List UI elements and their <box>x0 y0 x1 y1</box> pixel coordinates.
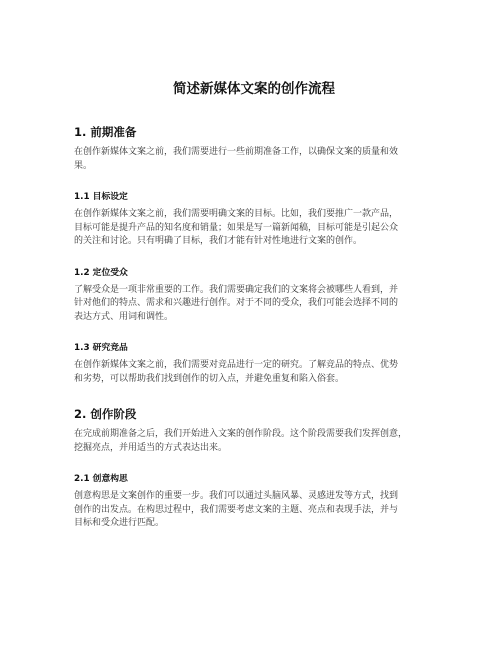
section-paragraph-1 <box>74 146 434 173</box>
section-paragraph-2-1 <box>74 490 434 531</box>
paragraph-line: 创意构思是文案创作的重要一步。我们可以通过头脑风暴、灵感迸发等方式，找到 <box>74 491 399 501</box>
document-title: 简述新媒体文案的创作流程 <box>173 81 335 97</box>
section-paragraph-1-2 <box>74 284 434 325</box>
paragraph-line: 目标和受众进行匹配。 <box>74 518 165 528</box>
section-heading-1-2: 1.2 定位受众 <box>74 267 128 278</box>
section-heading-2-1: 2.1 创意构思 <box>74 474 128 484</box>
paragraph-line: 目标可能是提升产品的知名度和销量；如果是写一篇新闻稿，目标可能是引起公众 <box>74 222 399 233</box>
paragraph-line: 针对他们的特点、需求和兴趣进行创作。对于不同的受众，我们可能会选择不同的 <box>74 298 399 308</box>
section-paragraph-1-1 <box>74 208 434 249</box>
section-paragraph-1-3 <box>74 359 434 386</box>
paragraph-line: 在创作新媒体文案之前，我们需要进行一些前期准备工作，以确保文案的质量和效 <box>74 147 399 157</box>
paragraph-line: 果。 <box>74 160 93 171</box>
paragraph-line: 表达方式、用词和调性。 <box>74 311 174 322</box>
section-paragraph-2 <box>74 428 434 455</box>
section-heading-1: 1. 前期准备 <box>74 125 137 139</box>
section-heading-1-3: 1.3 研究竞品 <box>74 343 128 353</box>
section-heading-2: 2. 创作阶段 <box>74 407 137 421</box>
section-heading-1-1: 1.1 目标设定 <box>74 192 128 202</box>
paragraph-line: 了解受众是一项非常重要的工作。我们需要确定我们的文案将会被哪些人看到，并 <box>74 284 399 295</box>
paragraph-line: 的关注和讨论。只有明确了目标，我们才能有针对性地进行文案的创作。 <box>74 236 363 246</box>
paragraph-line: 挖掘亮点，并用适当的方式表达出来。 <box>74 442 228 453</box>
paragraph-line: 在创作新媒体文案之前，我们需要对竞品进行一定的研究。了解竞品的特点、优势 <box>74 360 399 370</box>
paragraph-line: 创作的出发点。在构思过程中，我们需要考虑文案的主题、亮点和表现手法，并与 <box>74 504 399 515</box>
paragraph-line: 和劣势，可以帮助我们找到创作的切入点，并避免重复和陷入俗套。 <box>74 373 345 384</box>
paragraph-line: 在创作新媒体文案之前，我们需要明确文案的目标。比如，我们要推广一款产品， <box>74 209 399 219</box>
paragraph-line: 在完成前期准备之后，我们开始进入文案的创作阶段。这个阶段需要我们发挥创意， <box>74 429 408 439</box>
